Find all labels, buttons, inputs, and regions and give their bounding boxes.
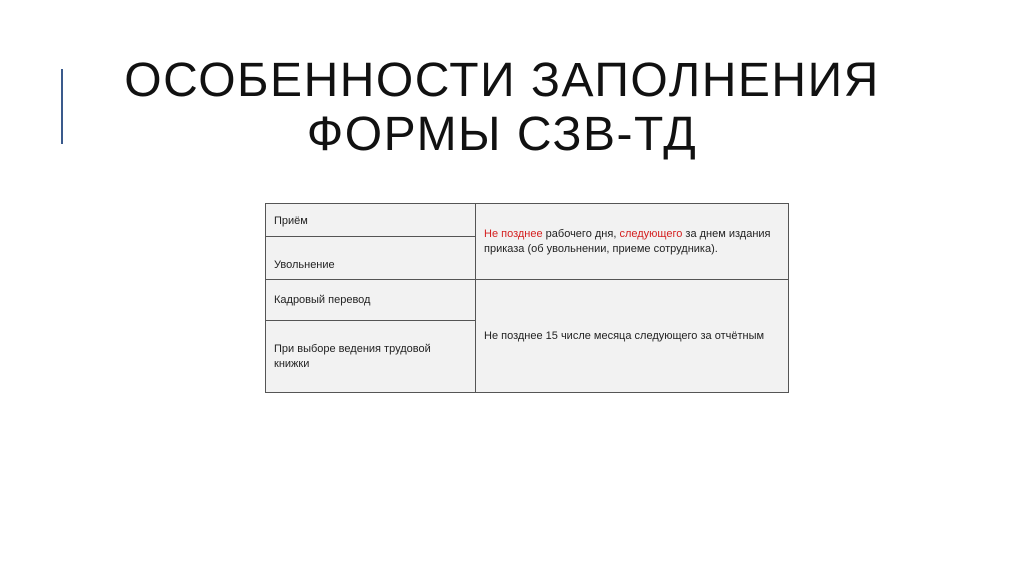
deadline-cell-transfer-workbook: Не позднее 15 числе месяца следующего за отчётным — [476, 280, 789, 393]
deadline-cell-hire-dismissal — [476, 204, 789, 280]
row-label-dismissal: Увольнение — [266, 237, 476, 280]
row-label-hire: Приём — [266, 204, 476, 237]
title-accent-bar — [61, 69, 63, 144]
slide-title-line-1: ОСОБЕННОСТИ ЗАПОЛНЕНИЯ — [124, 54, 880, 107]
row-label-workbook-choice: При выборе ведения трудовой книжки — [266, 321, 476, 393]
deadlines-table — [265, 203, 789, 393]
slide-title — [92, 54, 912, 162]
table-row — [266, 204, 789, 237]
table-row — [266, 280, 789, 321]
slide-title-line-2: ФОРМЫ СЗВ-ТД — [306, 108, 698, 161]
deadline-highlight-following: следующего — [619, 227, 683, 240]
deadline-text-part: рабочего дня, — [542, 227, 620, 240]
deadline-text-part: за днем издания приказа (об увольнении, приеме сотрудника). — [484, 227, 771, 255]
row-label-transfer: Кадровый перевод — [266, 280, 476, 321]
deadline-highlight-not-later: Не позднее — [484, 227, 543, 240]
